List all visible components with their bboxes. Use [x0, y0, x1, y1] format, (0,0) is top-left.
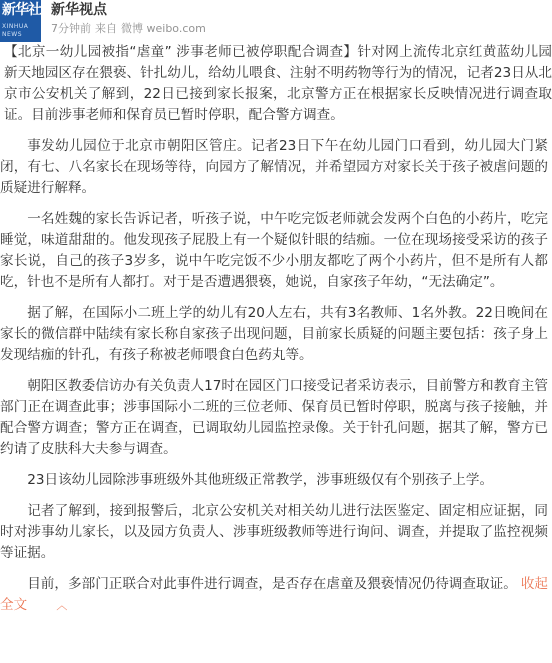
collapse-text-label: 收起全文: [0, 576, 549, 613]
source-prefix: 来自: [95, 22, 117, 35]
paragraph-3: 一名姓魏的家长告诉记者，听孩子说，中午吃完饭老师就会发两个白色的小药片，吃完睡觉，味道甜甜的。他发现孩子屁股上有一个疑似针眼的结痂。一位在现场接受采访的孩子家长说，自己的孩子3岁多，说中午吃完饭不少小朋友都吃了两个小药片，但不是所有人都吃，针也不是所有人都打。对于是否遭遇猥亵，她说，自家孩子年幼，“无法确定”。: [0, 211, 548, 290]
paragraph-1: [0, 42, 552, 126]
avatar-logo-text: 新华社: [2, 2, 41, 18]
post-content: [0, 42, 552, 663]
paragraph-7: 记者了解到，接到报警后，北京公安机关对相关幼儿进行法医鉴定、固定相应证据，同时对涉事幼儿家长，以及园方负责人、涉事班级教师等进行询问、调查，并提取了监控视频等证据。: [0, 503, 548, 561]
avatar-logo-subtext: XINHUA NEWS: [2, 23, 29, 38]
paragraph-6: 23日该幼儿园除涉事班级外其他班级正常教学，涉事班级仅有个别孩子上学。: [27, 472, 494, 488]
paragraph-5: 朝阳区教委信访办有关负责人17时在园区门口接受记者采访表示，目前警方和教育主管部门正在调查此事；涉事国际小二班的三位老师、保育员已暂时停职，脱离与孩子接触，并配合警方调查；警方正在调查，已调取幼儿园监控录像。关于针孔问题，据其了解，警方已约请了皮肤科大夫参与调查。: [0, 378, 548, 457]
avatar[interactable]: [0, 0, 41, 42]
post-time[interactable]: 7分钟前: [51, 22, 91, 35]
post-headline: 【北京一幼儿园被指“虐童” 涉事老师已被停职配合调查】: [4, 44, 358, 60]
paragraph-4: 据了解，在国际小二班上学的幼儿有20人左右，共有3名教师、1名外教。22日晚间在家长的微信群中陆续有家长称自家孩子出现问题，目前家长质疑的问题主要包括：孩子身上发现结痂的针孔，有孩子称被老师喂食白色药丸等。: [0, 305, 548, 363]
chevron-up-icon: ︿: [56, 599, 68, 612]
paragraph-8-body: 目前，多部门正联合对此事件进行调查，是否存在虐童及猥亵情况仍待调查取证。: [27, 576, 517, 592]
post-source: 微博 weibo.com: [121, 22, 206, 35]
author-name[interactable]: 新华视点: [51, 2, 107, 18]
post-meta: [51, 22, 206, 36]
paragraph-2: 事发幼儿园位于北京市朝阳区管庄。记者23日下午在幼儿园门口看到，幼儿园大门紧闭，有七、八名家长在现场等待，向园方了解情况，并希望园方对家长关于孩子被虐问题的质疑进行解释。: [0, 138, 548, 196]
paragraph-1-body: 针对网上流传北京红黄蓝幼儿园新天地园区存在猥亵、针扎幼儿，给幼儿喂食、注射不明药物等行为的情况，记者23日从北京市公安机关了解到，22日已接到家长报案，北京警方正在根据家长反映情况进行调查取证。目前涉事老师和保育员已暂时停职，配合警方调查。: [4, 44, 552, 123]
paragraph-8: [0, 574, 548, 616]
